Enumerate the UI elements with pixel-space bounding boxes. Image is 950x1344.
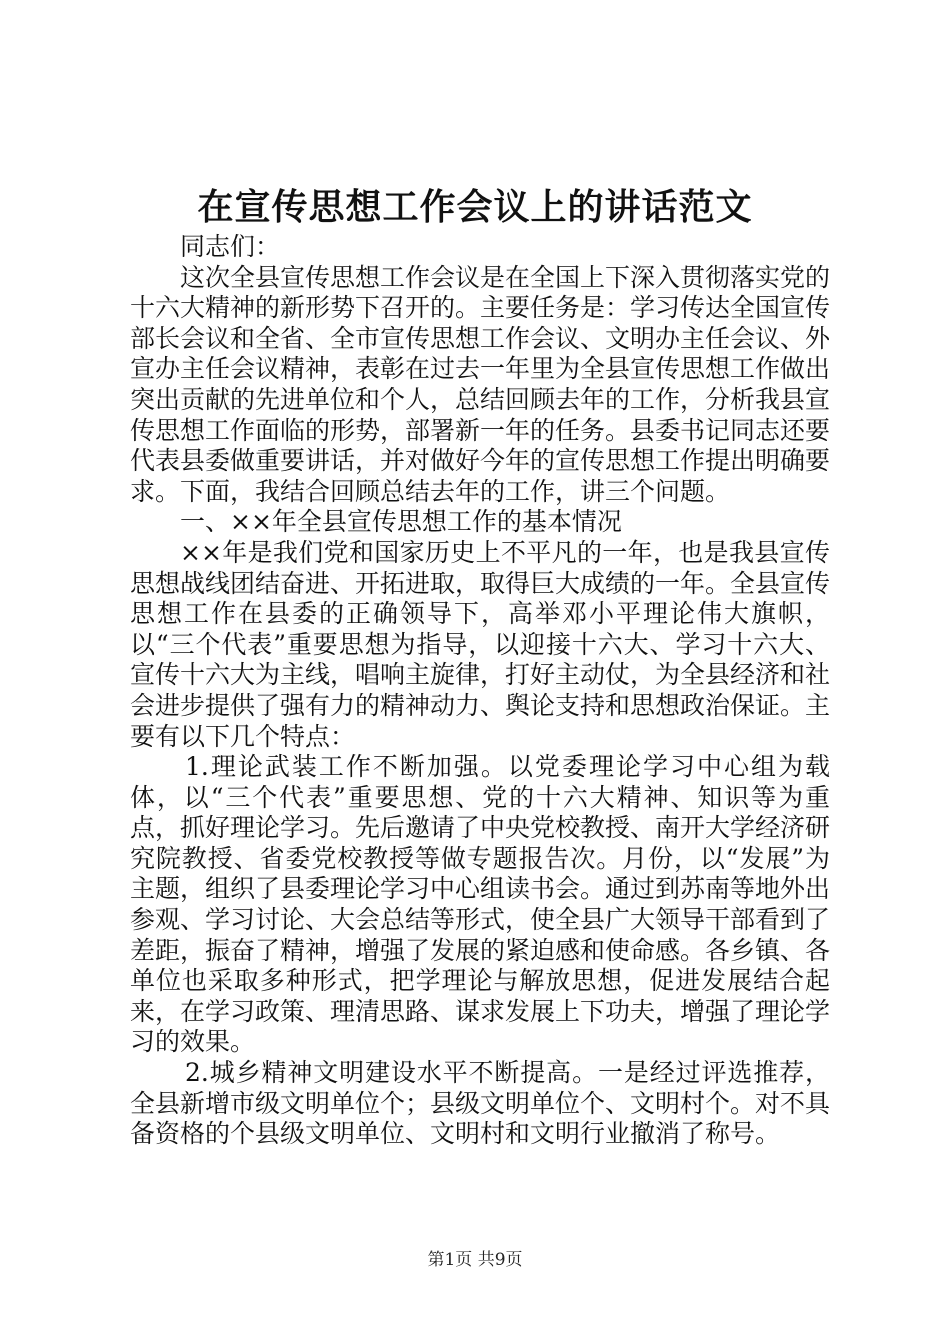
salutation: 同志们： xyxy=(180,232,281,261)
page-footer: 第1页 共9页 xyxy=(427,1250,523,1270)
document-title: 在宣传思想工作会议上的讲话范文 xyxy=(197,186,753,228)
document-body xyxy=(130,232,830,1150)
paragraph-intro: 这次全县宣传思想工作会议是在全国上下深入贯彻落实党的十六大精神的新形势下召开的。主要任务是：学习传达全国宣传部长会议和全省、全市宣传思想工作会议、文明办主任会议、外宣办主任会议精神，表彰在过去一年里为全县宣传思想工作做出突出贡献的先进单位和个人，总结回顾去年的工作，分析我县宣传思想工作面临的形势，部署新一年的任务。县委书记同志还要代表县委做重要讲话，并对做好今年的宣传思想工作提出明确要求。下面，我结合回顾总结去年的工作，讲三个问题。 xyxy=(130,262,831,506)
paragraph-overview: ××年是我们党和国家历史上不平凡的一年，也是我县宣传思想战线团结奋进、开拓进取，取得巨大成绩的一年。全县宣传思想工作在县委的正确领导下，高举邓小平理论伟大旗帜，以“三个代表”重要思想为指导，以迎接十六大、学习十六大、宣传十六大为主线，唱响主旋律，打好主动仗，为全县经济和社会进步提供了强有力的精神动力、舆论支持和思想政治保证。主要有以下几个特点： xyxy=(130,537,831,751)
paragraph-point-2: 2.城乡精神文明建设水平不断提高。一是经过评选推荐，全县新增市级文明单位个；县级文明单位个、文明村个。对不具备资格的个县级文明单位、文明村和文明行业撤消了称号。 xyxy=(130,1058,831,1149)
section-heading: 一、××年全县宣传思想工作的基本情况 xyxy=(180,507,622,537)
paragraph-point-1: 1.理论武装工作不断加强。以党委理论学习中心组为载体，以“三个代表”重要思想、党的十六大精神、知识等为重点，抓好理论学习。先后邀请了中央党校教授、南开大学经济研究院教授、省委党校教授等做专题报告次。月份，以“发展”为主题，组织了县委理论学习中心组读书会。通过到苏南等地外出参观、学习讨论、大会总结等形式，使全县广大领导干部看到了差距，振奋了精神，增强了发展的紧迫感和使命感。各乡镇、各单位也采取多种形式，把学理论与解放思想，促进发展结合起来，在学习政策、理清思路、谋求发展上下功夫，增强了理论学习的效果。 xyxy=(130,752,831,1057)
